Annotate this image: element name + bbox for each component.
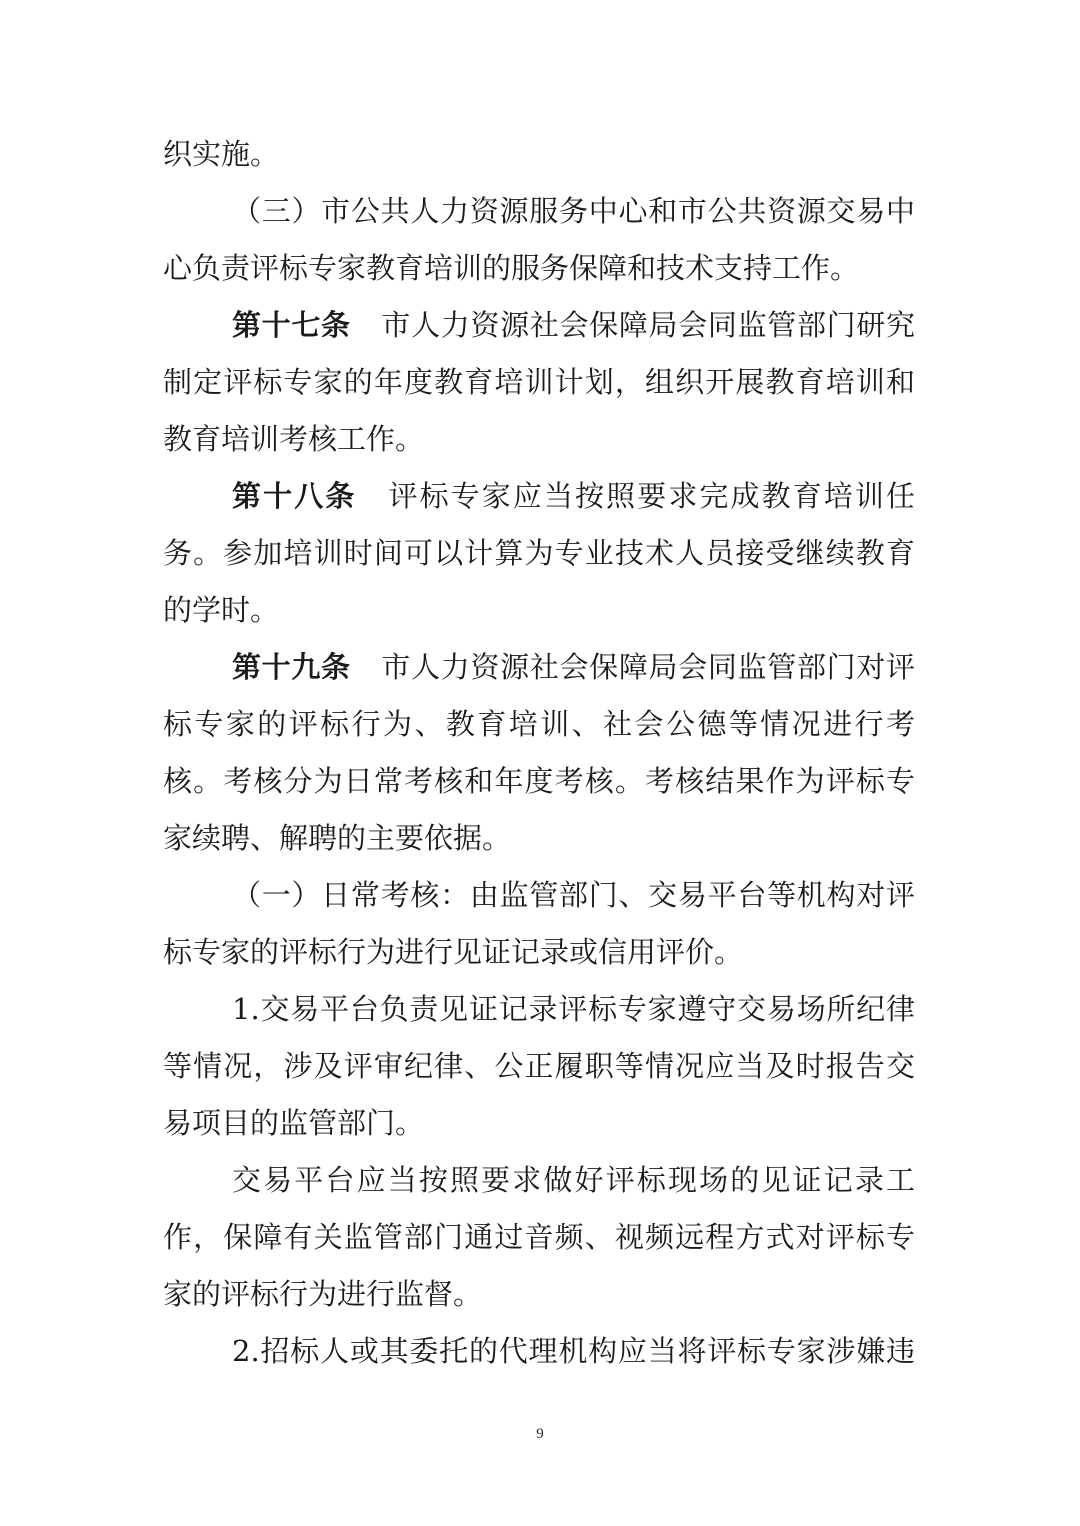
paragraph-line: 2.招标人或其委托的代理机构应当将评标专家涉嫌违 — [232, 1334, 915, 1368]
paragraph-line: 标专家的评标行为进行见证记录或信用评价。 — [163, 935, 744, 969]
paragraph-line: 织实施。 — [163, 137, 280, 171]
paragraph-line: 的学时。 — [163, 593, 280, 627]
paragraph-line: 标专家的评标行为、教育培训、社会公德等情况进行考 — [163, 707, 915, 741]
paragraph-line: 教育培训考核工作。 — [163, 422, 425, 456]
paragraph-line: 等情况，涉及评审纪律、公正履职等情况应当及时报告交 — [163, 1049, 915, 1083]
paragraph-line: 作，保障有关监管部门通过音频、视频远程方式对评标专 — [163, 1220, 915, 1254]
paragraph-line: 易项目的监管部门。 — [163, 1106, 425, 1140]
article-18-heading: 第十八条 — [232, 479, 357, 513]
paragraph-line: 心负责评标专家教育培训的服务保障和技术支持工作。 — [163, 251, 860, 285]
paragraph-line: （一）日常考核：由监管部门、交易平台等机构对评 — [232, 878, 915, 912]
article-17-line — [163, 297, 915, 354]
paragraph-line: 交易平台应当按照要求做好评标现场的见证记录工 — [232, 1163, 915, 1197]
article-17-heading: 第十七条 — [232, 308, 351, 342]
article-18-text: 评标专家应当按照要求完成教育培训任 — [386, 479, 915, 513]
paragraph-line: 家的评标行为进行监督。 — [163, 1277, 483, 1311]
paragraph-line: （三）市公共人力资源服务中心和市公共资源交易中 — [232, 194, 915, 228]
article-17-text: 市人力资源社会保障局会同监管部门研究 — [380, 308, 915, 342]
paragraph-line: 务。参加培训时间可以计算为专业技术人员接受继续教育 — [163, 536, 915, 570]
paragraph-line: 核。考核分为日常考核和年度考核。考核结果作为评标专 — [163, 764, 915, 798]
article-19-text: 市人力资源社会保障局会同监管部门对评 — [380, 650, 915, 684]
article-19-heading: 第十九条 — [232, 650, 351, 684]
article-18-line — [163, 468, 915, 525]
paragraph-line: 家续聘、解聘的主要依据。 — [163, 821, 512, 855]
page-number: 9 — [536, 1426, 544, 1442]
body-text — [163, 126, 915, 1380]
paragraph-line: 1.交易平台负责见证记录评标专家遵守交易场所纪律 — [232, 992, 915, 1026]
paragraph-line: 制定评标专家的年度教育培训计划，组织开展教育培训和 — [163, 365, 915, 399]
article-19-line — [163, 639, 915, 696]
